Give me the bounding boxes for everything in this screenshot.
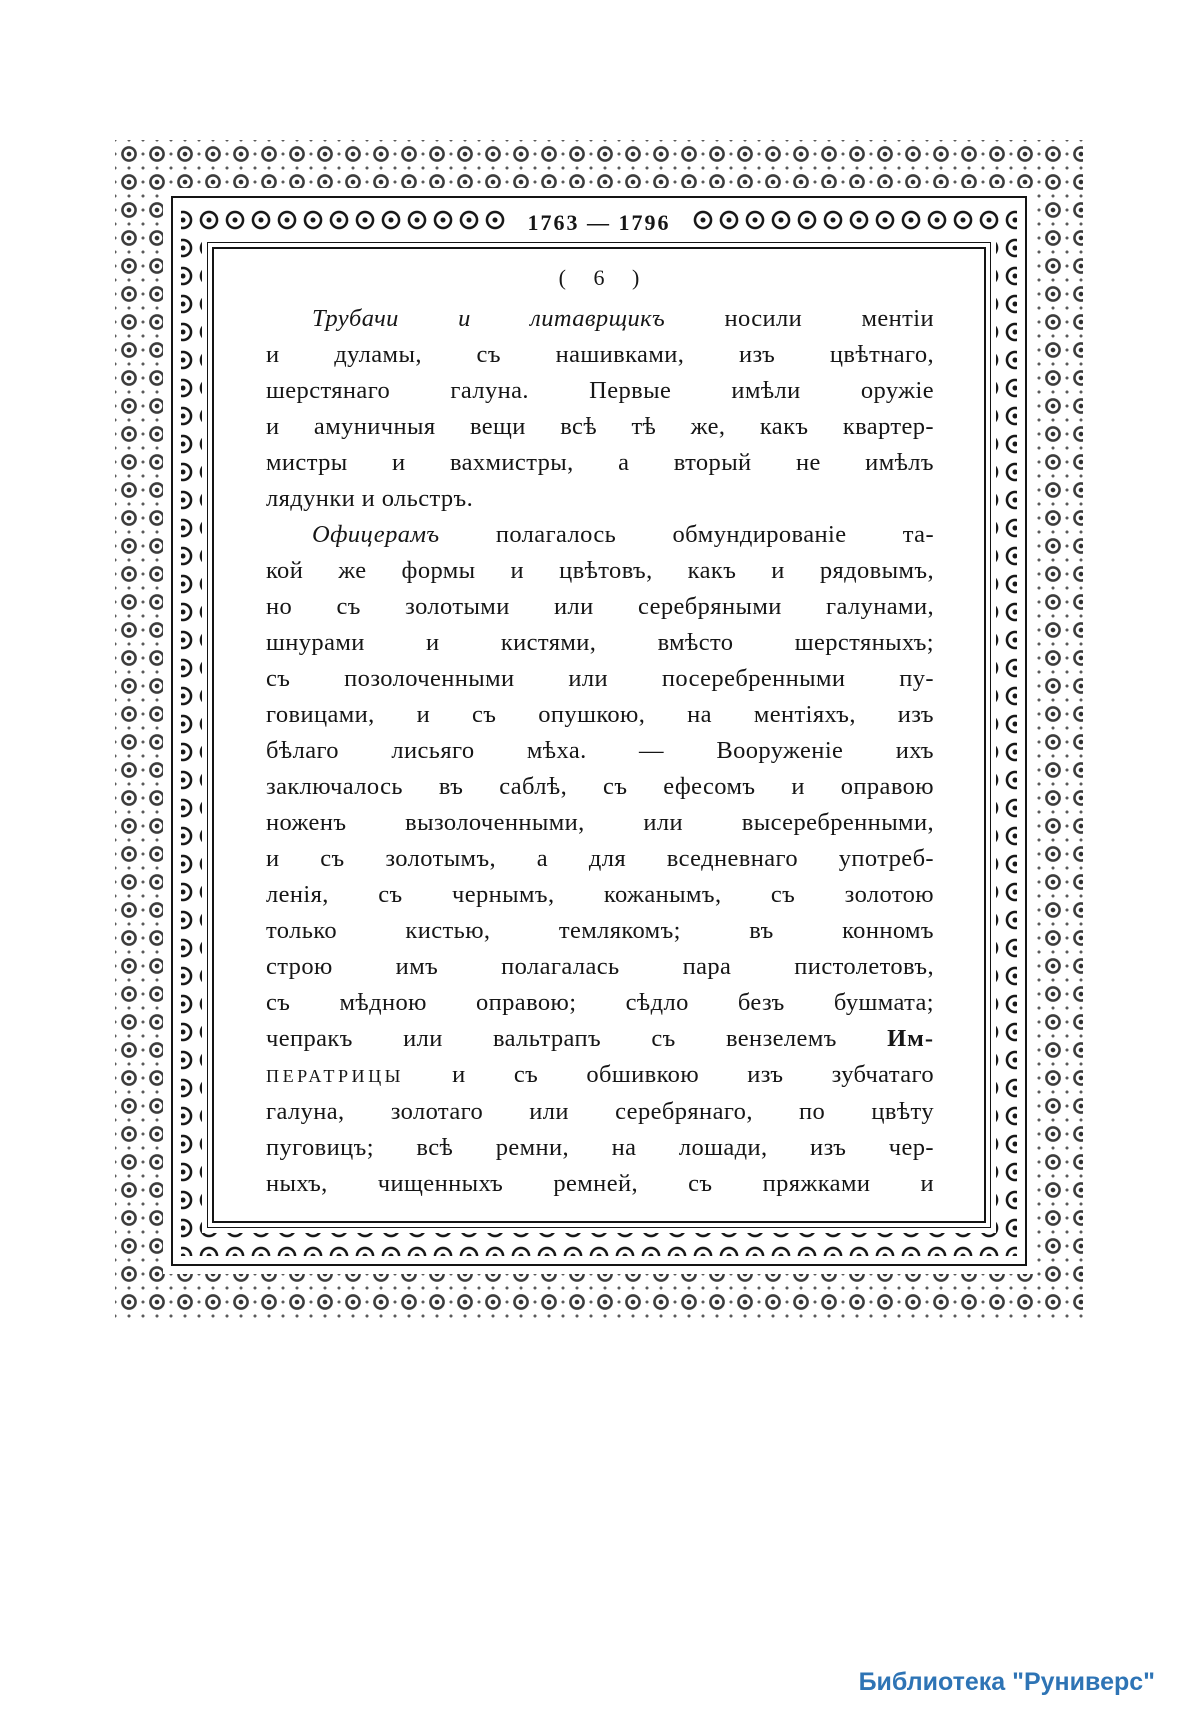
page-number: ( 6 ) — [558, 265, 642, 290]
text-line — [266, 589, 934, 625]
text-line — [266, 625, 934, 661]
text-line — [266, 517, 934, 553]
text-segment: но съ золотыми или серебряными галунами, — [266, 593, 934, 620]
text-line — [266, 481, 934, 517]
text-line — [266, 445, 934, 481]
text-segment: бѣлаго лисьяго мѣха. — Вооруженіе ихъ — [266, 737, 934, 764]
text-line — [266, 553, 934, 589]
text-segment: пуговицъ; всѣ ремни, на лошади, изъ чер- — [266, 1134, 934, 1161]
text-line — [266, 733, 934, 769]
text-segment: шерстянаго галуна. Первые имѣли оружіе — [266, 377, 934, 404]
library-watermark: Библиотека "Руниверс" — [858, 1668, 1155, 1696]
spiral-chain-border — [181, 206, 1017, 1256]
text-segment: заключалось въ саблѣ, съ ефесомъ и оправою — [266, 773, 934, 800]
text-line — [266, 985, 934, 1021]
text-segment: ПЕРАТРИЦЫ — [266, 1066, 404, 1086]
header-dates: 1763 — 1796 — [510, 207, 689, 239]
text-line — [266, 949, 934, 985]
text-segment: лядунки и ольстръ. — [266, 485, 474, 512]
text-line — [266, 841, 934, 877]
text-segment: и съ обшивкою изъ зубчатаго — [403, 1061, 934, 1088]
text-segment: и съ золотымъ, а для вседневнаго употреб- — [266, 845, 934, 872]
text-segment: Им- — [887, 1025, 934, 1052]
text-line — [266, 337, 934, 373]
text-line — [266, 661, 934, 697]
text-line — [266, 373, 934, 409]
text-segment: галуна, золотаго или серебрянаго, по цвѣту — [266, 1098, 934, 1125]
text-segment: полагалось обмундированіе та- — [439, 521, 934, 548]
text-line — [266, 1057, 934, 1094]
text-segment: только кистью, темлякомъ; въ конномъ — [266, 917, 934, 944]
text-line — [266, 1021, 934, 1057]
text-segment: съ позолоченными или посеребренными пу- — [266, 665, 934, 692]
text-segment: Трубачи и литаврщикъ — [312, 305, 666, 332]
text-segment: чепракъ или вальтрапъ съ вензелемъ — [266, 1025, 888, 1052]
text-line — [266, 877, 934, 913]
text-line — [266, 697, 934, 733]
text-segment: кой же формы и цвѣтовъ, какъ и рядовымъ, — [266, 557, 934, 584]
text-line — [266, 1130, 934, 1166]
text-segment: мистры и вахмистры, а вторый не имѣлъ — [266, 449, 934, 476]
text-segment: говицами, и съ опушкою, на ментіяхъ, изъ — [266, 701, 934, 728]
text-line — [266, 1094, 934, 1130]
text-segment: носили ментіи — [665, 305, 934, 332]
text-line — [266, 805, 934, 841]
text-segment: строю имъ полагалась пара пистолетовъ, — [266, 953, 934, 980]
text-segment: ныхъ, чищенныхъ ремней, съ пряжками и — [266, 1170, 934, 1197]
text-block — [266, 301, 934, 1202]
text-frame-inner-rule — [212, 247, 986, 1223]
text-line — [266, 769, 934, 805]
text-segment: и амуничныя вещи всѣ тѣ же, какъ квартер- — [266, 413, 934, 440]
text-line — [266, 409, 934, 445]
paragraph — [266, 301, 934, 517]
text-segment: Офицерамъ — [312, 521, 440, 548]
text-segment: и дуламы, съ нашивками, изъ цвѣтнаго, — [266, 341, 934, 368]
text-frame-outer-rule — [207, 242, 991, 1228]
text-segment: съ мѣдною оправою; сѣдло безъ бушмата; — [266, 989, 934, 1016]
text-line — [266, 1166, 934, 1202]
text-line — [266, 913, 934, 949]
inner-rule-frame — [171, 196, 1027, 1266]
paragraph — [266, 517, 934, 1202]
text-segment: ноженъ вызолоченными, или высеребренными, — [266, 809, 934, 836]
text-line — [266, 301, 934, 337]
text-segment: шнурами и кистями, вмѣсто шерстяныхъ; — [266, 629, 934, 656]
ornate-page-frame — [115, 140, 1083, 1322]
text-segment: ленія, съ чернымъ, кожанымъ, съ золотою — [266, 881, 934, 908]
